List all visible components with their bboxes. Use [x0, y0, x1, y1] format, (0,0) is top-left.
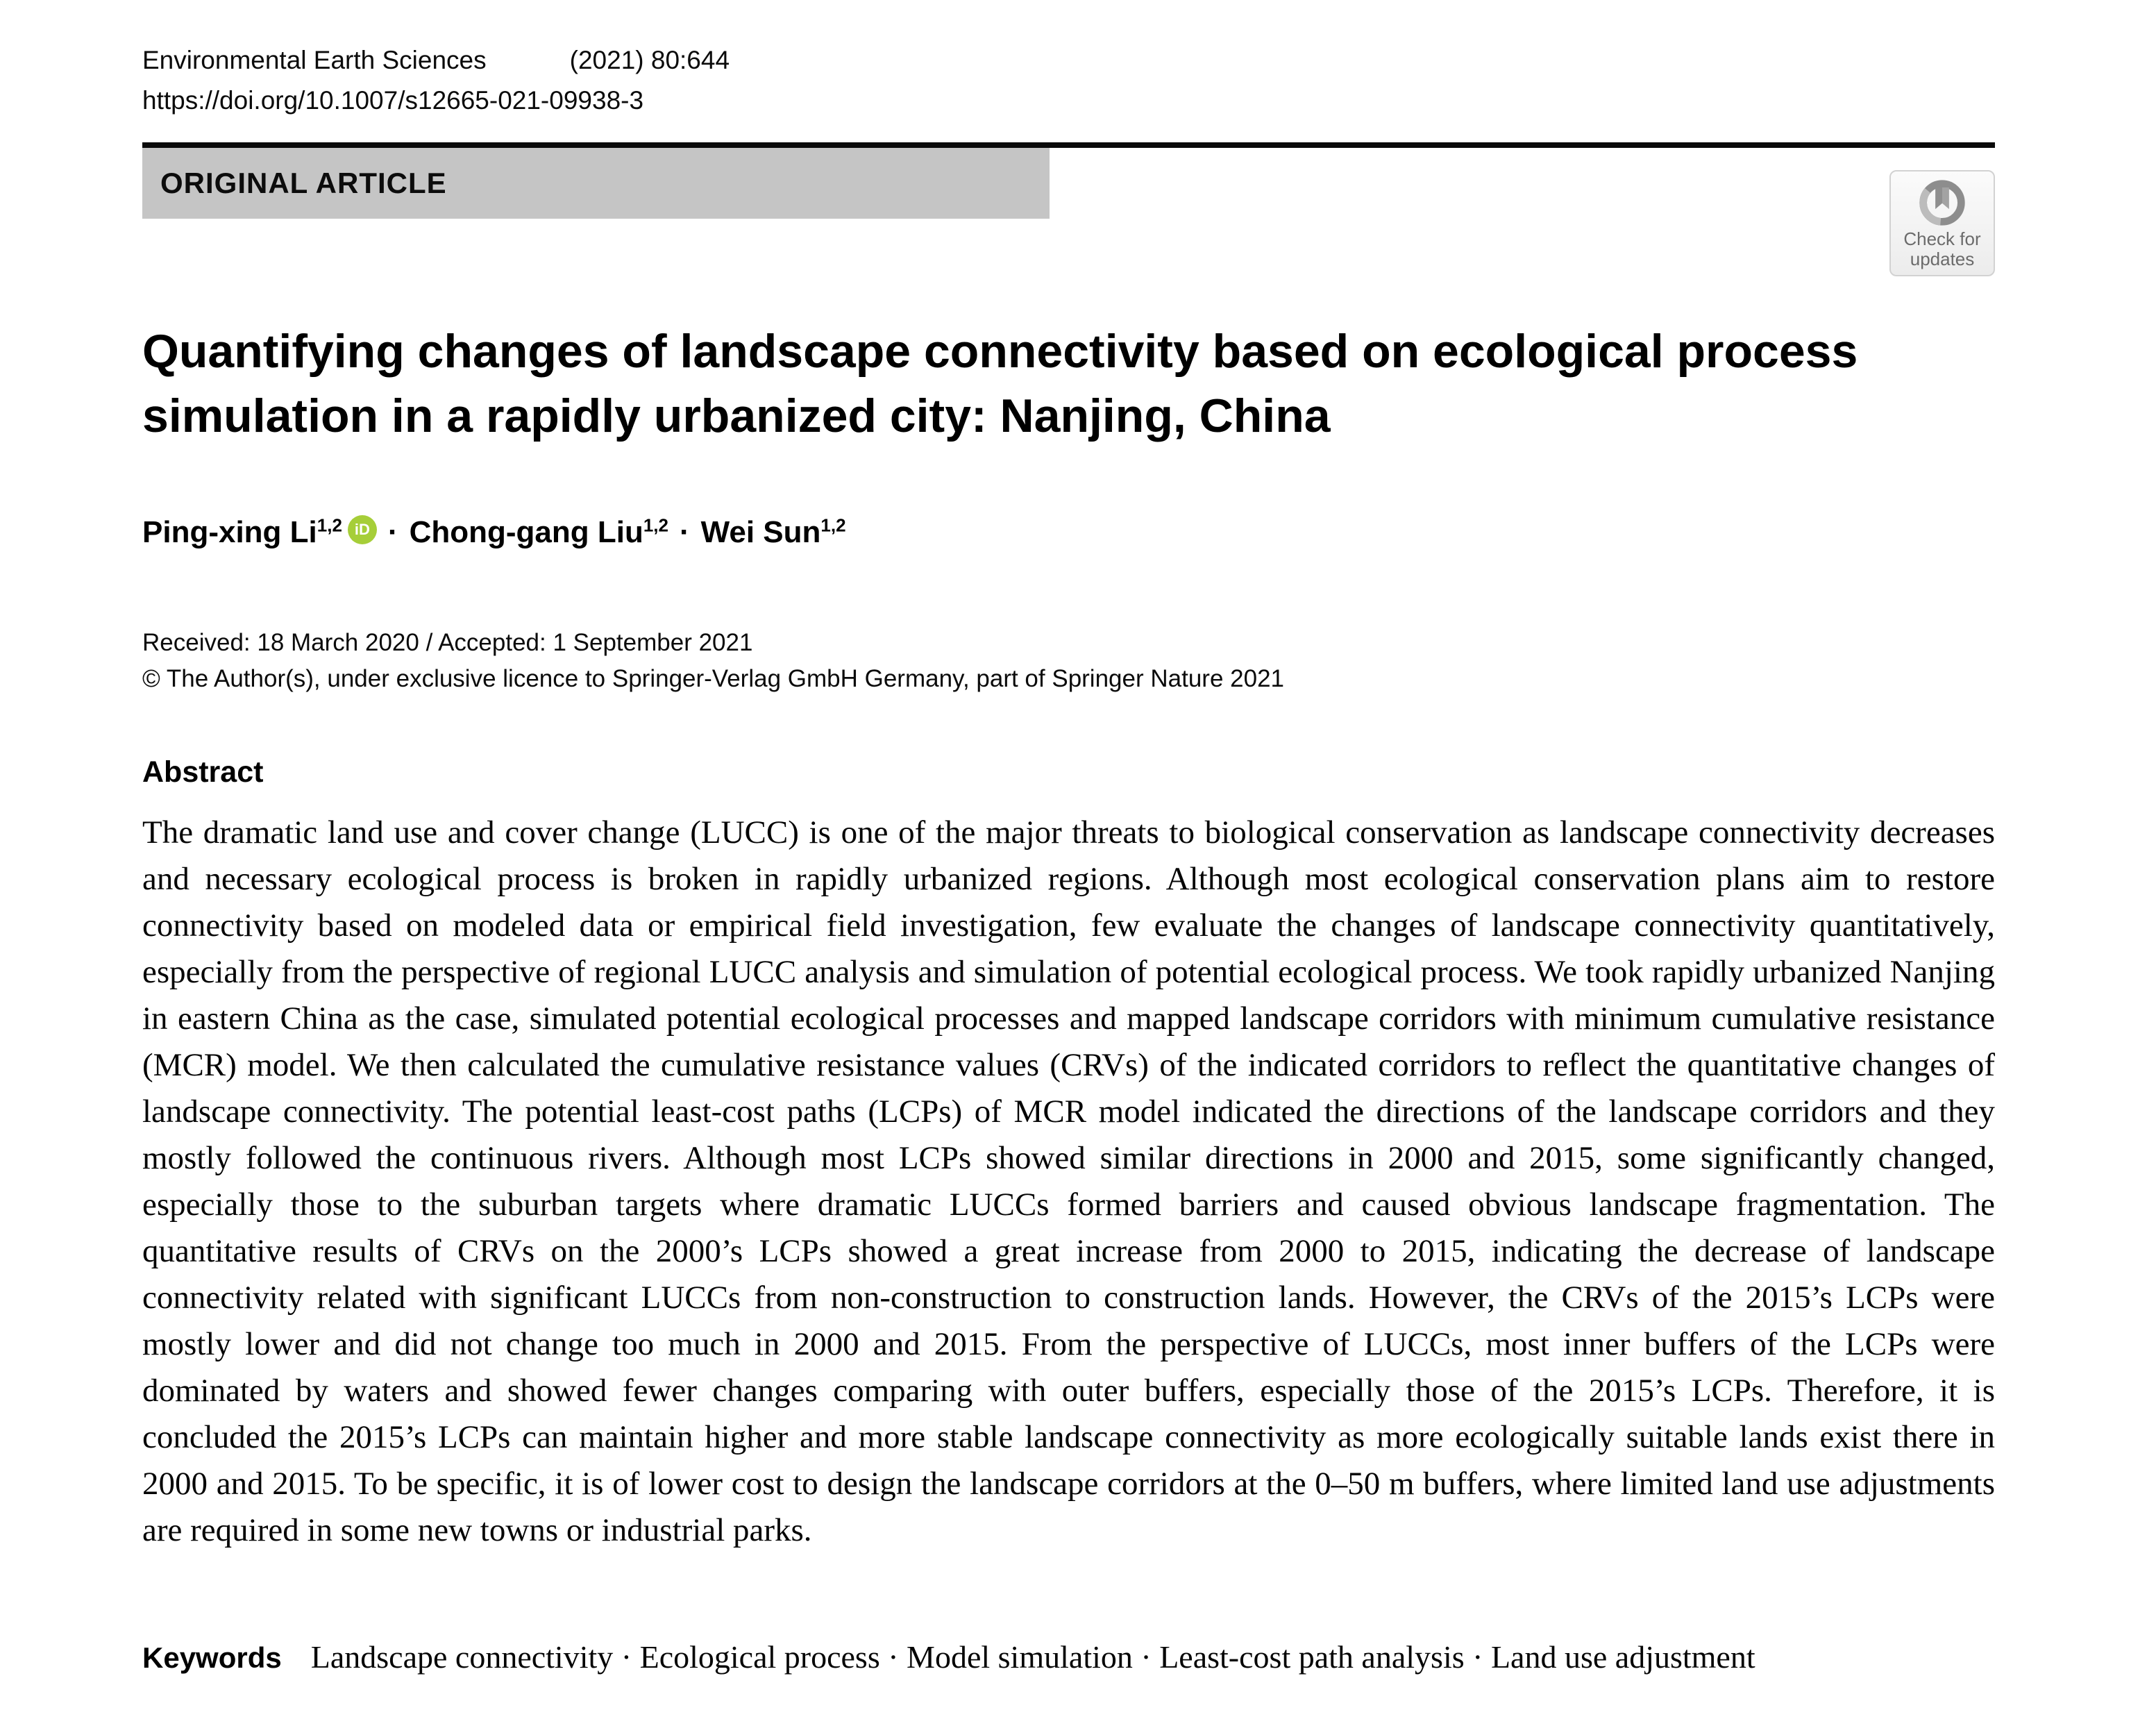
author-separator: ·	[679, 515, 690, 549]
author-name: Wei Sun$^{1,2}$	[700, 514, 846, 549]
crossmark-icon	[1916, 176, 1969, 229]
article-type-banner	[142, 148, 1050, 219]
authors-row	[142, 515, 846, 550]
publication-meta	[142, 625, 1284, 697]
badge-label-line2: updates	[1910, 249, 1975, 269]
author-name: Chong-gang Liu$^{1,2}$	[409, 514, 668, 549]
keywords-text: Landscape connectivity · Ecological process · Model simulation · Least-cost path analysis · Land use adjustment	[310, 1639, 1755, 1675]
badge-label-line1: Check for	[1903, 228, 1981, 249]
header-rule	[142, 142, 1995, 148]
author-affiliation-sup: 1,2	[643, 514, 668, 536]
orcid-icon[interactable]: iD	[348, 515, 377, 544]
article-type-label: ORIGINAL ARTICLE	[160, 167, 447, 199]
doi-link[interactable]: https://doi.org/10.1007/s12665-021-09938-3	[142, 86, 644, 115]
check-for-updates-badge[interactable]	[1889, 170, 1995, 276]
author-affiliation-sup: 1,2	[317, 514, 342, 536]
copyright-line: © The Author(s), under exclusive licence to Springer-Verlag GmbH Germany, part of Springer Nature 2021	[142, 665, 1284, 692]
journal-header	[142, 40, 730, 121]
paper-title: Quantifying changes of landscape connectivity based on ecological process simulation in a rapidly urbanized city: Nanjing, China	[142, 325, 1858, 442]
journal-name: Environmental Earth Sciences	[142, 46, 487, 74]
received-accepted-line: Received: 18 March 2020 / Accepted: 1 September 2021	[142, 629, 753, 656]
author-affiliation-sup: 1,2	[820, 514, 846, 536]
author-name: Ping-xing Li$^{1,2}$	[142, 514, 342, 549]
keywords-row	[142, 1639, 2086, 1675]
keywords-label: Keywords	[142, 1641, 282, 1674]
abstract-heading: Abstract	[142, 755, 264, 789]
abstract-text: The dramatic land use and cover change (LUCC) is one of the major threats to biological conservation as landscape connectivity decreases and necessary ecological process is broken in rapidly urbanized regions. Although most ecological conservation plans aim to restore connectivity based on modeled data or empirical field investigation, few evaluate the changes of landscape connectivity quantitatively, especially from the perspective of regional LUCC analysis and simulation of potential ecological process. We took rapidly urbanized Nanjing in eastern China as the case, simulated potential ecological processes and mapped landscape corridors with minimum cumulative resistance (MCR) model. We then calculated the cumulative resistance values (CRVs) of the indicated corridors to reflect the quantitative changes of landscape connectivity. The potential least-cost paths (LCPs) of MCR model indicated the directions of the landscape corridors and they mostly followed the continuous rivers. Although most LCPs showed similar directions in 2000 and 2015, some significantly changed, especially those to the suburban targets where dramatic LUCCs formed barriers and caused obvious landscape fragmentation. The quantitative results of CRVs on the 2000’s LCPs showed a great increase from 2000 to 2015, indicating the decrease of landscape connectivity related with significant LUCCs from non-construction to construction lands. However, the CRVs of the 2015’s LCPs were mostly lower and did not change too much in 2000 and 2015. From the perspective of LUCCs, most inner buffers of the LCPs were dominated by waters and showed fewer changes comparing with outer buffers, especially those of the 2015’s LCPs. Therefore, it is concluded the 2015’s LCPs can maintain higher and more stable landscape connectivity as more ecologically suitable lands exist there in 2000 and 2015. To be specific, it is of lower cost to design the landscape corridors at the 0–50 m buffers, where limited land use adjustments are required in some new towns or industrial parks.	[142, 814, 1995, 1548]
journal-citation: (2021) 80:644	[569, 46, 730, 74]
author-separator: ·	[387, 515, 398, 549]
